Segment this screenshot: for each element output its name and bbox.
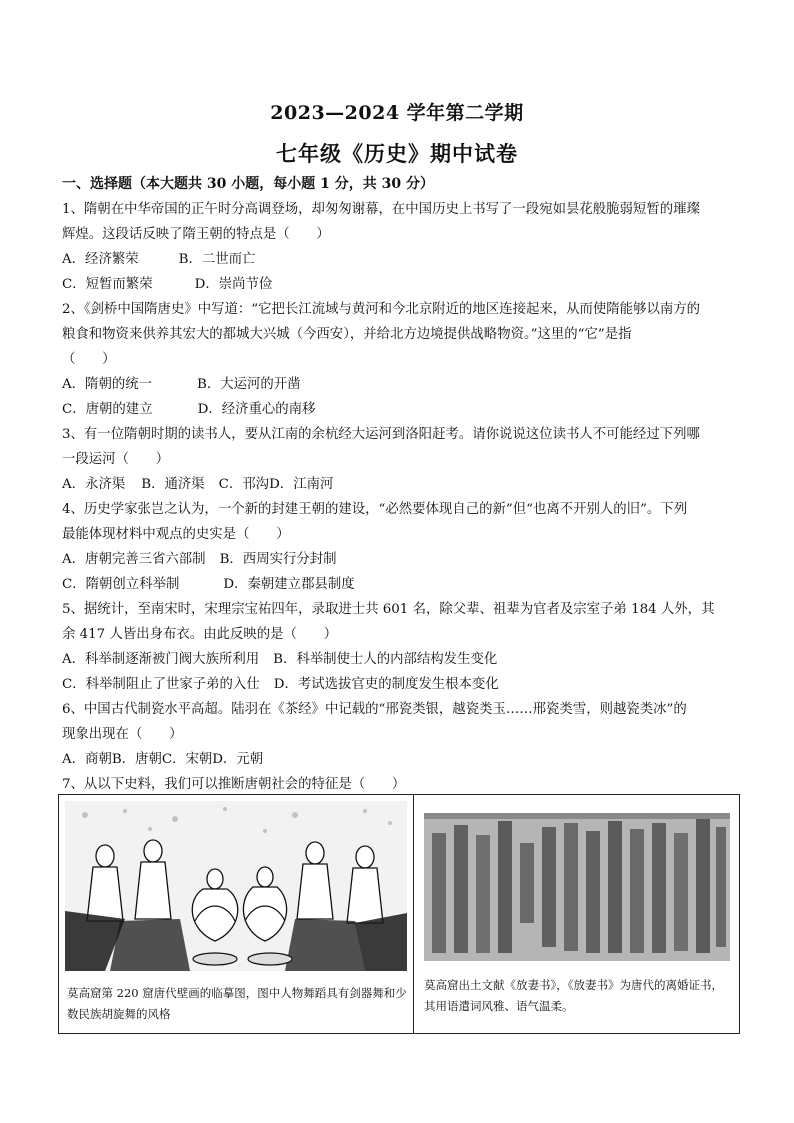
option-b: B．通济渠 xyxy=(141,477,205,492)
option-d: D．经济重心的南移 xyxy=(197,402,316,417)
options-row xyxy=(62,672,738,697)
question-text: （ ） xyxy=(62,352,116,367)
option-a: A．经济繁荣 xyxy=(62,252,139,267)
question-text: 最能体现材料中观点的史实是（ ） xyxy=(62,527,290,542)
options-row xyxy=(62,647,738,672)
option-a: A．唐朝完善三省六部制 xyxy=(62,552,206,567)
option-d: D．江南河 xyxy=(269,477,334,492)
options-row xyxy=(62,572,738,597)
option-a: A．永济渠 xyxy=(62,477,126,492)
question-6 xyxy=(62,697,738,772)
question-text: 6、中国古代制瓷水平高超。陆羽在《茶经》中记载的“邢瓷类银，越瓷类玉……邢瓷类雪，则越瓷类冰”的 xyxy=(62,702,687,717)
question-text: 现象出现在（ ） xyxy=(62,727,183,742)
options-row xyxy=(62,747,738,772)
question-text: 7、从以下史料，我们可以推断唐朝社会的特征是（ ） xyxy=(62,777,406,792)
question-text: 粮食和物资来供养其宏大的都城大兴城（今西安），并给北方边境提供战略物资。”这里的“它”是指 xyxy=(62,327,632,342)
option-b: B．科举制使士人的内部结构发生变化 xyxy=(273,652,498,667)
question-text: 辉煌。这段话反映了隋王朝的特点是（ ） xyxy=(62,227,330,242)
option-c: C．短暂而繁荣 xyxy=(62,277,153,292)
options-row xyxy=(62,272,738,297)
option-a: A．科举制逐渐被门阀大族所利用 xyxy=(62,652,260,667)
option-c: C．邗沟 xyxy=(218,477,270,492)
option-c: C．科举制阻止了世家子弟的入仕 xyxy=(62,677,260,692)
options-row xyxy=(62,247,738,272)
options-row xyxy=(62,372,738,397)
option-d: D．崇尚节俭 xyxy=(194,277,273,292)
question-text: 余 417 人皆出身布衣。由此反映的是（ ） xyxy=(62,627,338,642)
question-1 xyxy=(62,197,738,297)
mural-cell xyxy=(59,795,414,1033)
option-d: D．秦朝建立郡县制度 xyxy=(223,577,355,592)
question-text: 1、隋朝在中华帝国的正午时分高调登场，却匆匆谢幕，在中国历史上书写了一段宛如昙花般脆弱短暂的璀璨 xyxy=(62,202,700,217)
question-4 xyxy=(62,497,738,597)
source-material-table xyxy=(58,794,740,1034)
mural-image xyxy=(65,801,407,971)
options-row xyxy=(62,397,738,422)
question-list xyxy=(62,172,738,797)
exam-term-title: 2023—2024 学年第二学期 xyxy=(270,102,524,124)
question-text: 4、历史学家张岂之认为，一个新的封建王朝的建设，“必然要体现自己的新”但“也离不开别人的旧”。下列 xyxy=(62,502,688,517)
options-row xyxy=(62,472,738,497)
option-a: A．商朝 xyxy=(62,752,112,767)
divorce-document-image xyxy=(424,813,730,961)
option-d: D．元朝 xyxy=(212,752,264,767)
question-3 xyxy=(62,422,738,497)
question-text: 3、有一位隋朝时期的读书人，要从江南的余杭经大运河到洛阳赶考。请你说说这位读书人不可能经过下列哪 xyxy=(62,427,700,442)
option-c: C．隋朝创立科举制 xyxy=(62,577,180,592)
option-b: B．大运河的开凿 xyxy=(197,377,301,392)
exam-subject-title: 七年级《历史》期中试卷 xyxy=(276,141,518,166)
option-b: B．西周实行分封制 xyxy=(219,552,337,567)
option-b: B．唐朝 xyxy=(111,752,162,767)
divorce-document-caption: 莫高窟出土文献《放妻书》，《放妻书》为唐代的离婚证书，其用语遣词风雅、语气温柔。 xyxy=(424,978,723,1013)
question-2 xyxy=(62,297,738,422)
question-text: 一段运河（ ） xyxy=(62,452,170,467)
divorce-document-cell xyxy=(414,795,739,1033)
option-a: A．隋朝的统一 xyxy=(62,377,153,392)
option-d: D．考试选拔官吏的制度发生根本变化 xyxy=(273,677,499,692)
mural-caption: 莫高窟第 220 窟唐代壁画的临摹图，图中人物舞蹈具有剑器舞和少数民族胡旋舞的风格 xyxy=(67,986,407,1021)
option-b: B．二世而亡 xyxy=(178,252,256,267)
option-c: C．唐朝的建立 xyxy=(62,402,153,417)
options-row xyxy=(62,547,738,572)
question-5 xyxy=(62,597,738,697)
section-heading: 一、选择题（本大题共 30 小题，每小题 1 分，共 30 分） xyxy=(62,176,434,192)
question-text: 5、据统计，至南宋时，宋理宗宝祐四年，录取进士共 601 名，除父辈、祖辈为官者及宗室子弟 184 人外，其 xyxy=(62,602,715,617)
question-text: 2、《剑桥中国隋唐史》中写道：“它把长江流域与黄河和今北京附近的地区连接起来，从而使隋能够以南方的 xyxy=(62,302,701,317)
option-c: C．宋朝 xyxy=(161,752,213,767)
